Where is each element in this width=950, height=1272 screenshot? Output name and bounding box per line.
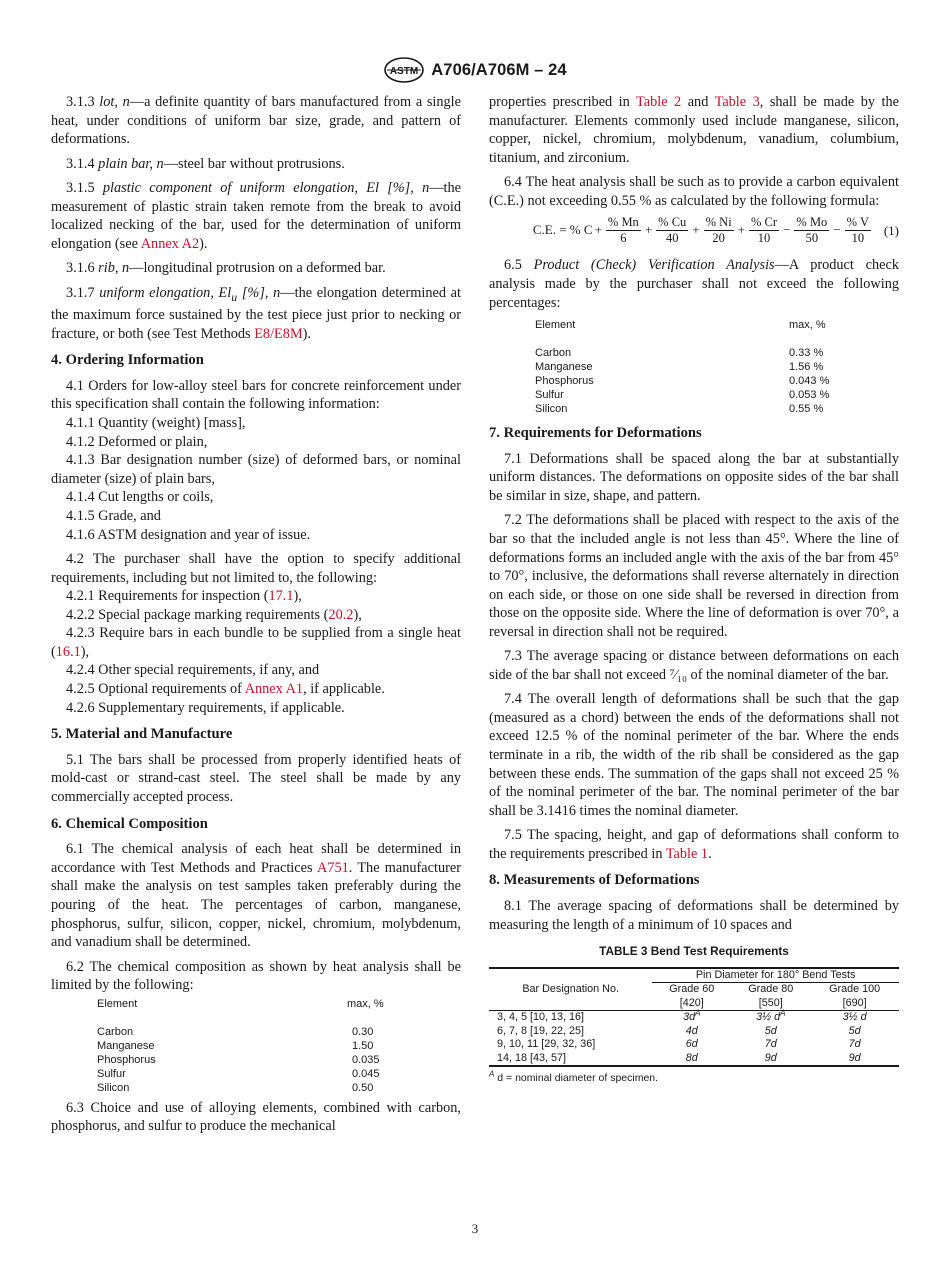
table-header: [489, 968, 899, 983]
link-annex-a1[interactable]: Annex A1: [244, 681, 304, 698]
para-7-1: 7.1 Deformations shall be spaced along the bar at substantially uniform distances. The deformations on opposite sides of the bar shall be similar in size, shape, and pattern.: [489, 450, 899, 504]
para-8-1: 8.1 The average spacing of deformations shall be determined by measuring the length of a minimum of 10 spaces and: [489, 897, 899, 933]
para-7-3: 7.3 The average spacing or distance between deformations on each side of the bar shall not exceed ⁷⁄₁₀ of the nominal diameter of the bar.: [489, 648, 899, 683]
table-row: Carbon 0.30: [97, 1025, 374, 1038]
table-row: Manganese 1.50: [97, 1039, 374, 1052]
page-header: [0, 57, 950, 83]
section-8-heading: 8. Measurements of Deformations: [489, 872, 700, 889]
bend-test-table: [489, 967, 899, 1068]
para-3-1-5: 3.1.5 plastic component of uniform elongation, El [%], n—the measurement of plastic strain taken remote from the break to avoid localized necking of the bar, used for the determination of uniform elongation (see Annex A2).: [51, 179, 461, 252]
table-row: Silicon 0.55 %: [535, 403, 824, 416]
column-group-header: Pin Diameter for 180° Bend Tests: [652, 968, 899, 983]
link-e8-e8m[interactable]: E8/E8M: [254, 325, 303, 342]
left-column: [51, 93, 461, 1142]
link-annex-a2[interactable]: Annex A2: [140, 235, 200, 252]
list-item: 4.1.5 Grade, and: [66, 507, 161, 524]
link-table-1[interactable]: Table 1: [665, 845, 709, 862]
list-item: 4.1.4 Cut lengths or coils,: [66, 489, 214, 506]
equation-number: (1): [883, 223, 899, 239]
column-header-grade-100: Grade 100: [829, 983, 881, 996]
section-7-heading: 7. Requirements for Deformations: [489, 425, 702, 442]
section-5-heading: 5. Material and Manufacture: [51, 726, 233, 743]
table-header: [420] [550] [690]: [489, 997, 899, 1011]
table-row: Manganese 1.56 %: [535, 361, 824, 374]
list-item: 4.2.3 Require bars in each bundle to be supplied from a single heat (16.1),: [51, 625, 461, 660]
para-6-5: 6.5 Product (Check) Verification Analysis—A product check analysis made by the purchaser shall not exceed the following percentages:: [489, 257, 899, 311]
para-7-4: 7.4 The overall length of deformations shall be such that the gap (measured as a chord) between the ends of the deformations shall not exceed 12.5 % of the nominal perimeter of the bar. Where the ends terminate in a rib, the width of the rib shall be considered as the gap between these ends. The summation of the gaps shall not exceed 25 % of the nominal perimeter of the bar. The nominal perimeter of the bar shall be 3.1416 times the nominal diameter.: [489, 691, 899, 819]
link-table-3[interactable]: Table 3: [714, 94, 760, 110]
astm-logo-icon: [383, 57, 425, 83]
table-row: Phosphorus 0.043 %: [535, 375, 830, 388]
para-3-1-6: 3.1.6 rib, n—longitudinal protrusion on a deformed bar.: [66, 260, 386, 277]
column-header-grade-80: Grade 80: [748, 983, 794, 996]
table-header: Element max, %: [535, 319, 826, 332]
table-row: 3, 4, 5 [10, 13, 16] $3d^A$ 3½ $d^A$ 3½ d: [497, 1008, 867, 1024]
table-row: Carbon 0.33 %: [535, 347, 824, 360]
column-header-bar: Bar Designation No.: [489, 968, 652, 1011]
table-3-title: TABLE 3 Bend Test Requirements: [599, 944, 789, 959]
para-5-1: 5.1 The bars shall be processed from properly identified heats of mold-cast or strand-cast steel. The steel shall be made by any commercially accepted process.: [51, 751, 461, 806]
column-header-grade-60: Grade 60: [669, 983, 715, 996]
table-row: 9, 10, 11 [29, 32, 36] 6d 7d 7d: [497, 1038, 861, 1051]
para-6-3-continued: properties prescribed in Table 2 and Table 3, shall be made by the manufacturer. Elements commonly used include manganese, silicon, copper, nickel, chromium, molybdenum, vanadium, columbium, titanium, and zirconium.: [489, 94, 899, 166]
section-6-heading: 6. Chemical Composition: [51, 815, 208, 832]
list-item: 4.1.1 Quantity (weight) [mass],: [66, 414, 246, 431]
table-row: 6, 7, 8 [19, 22, 25] 4d 5d 5d: [497, 1024, 861, 1037]
table-footnote: $^A$ d = nominal diameter of specimen.: [489, 1069, 659, 1085]
para-3-1-7: 3.1.7 uniform elongation, $El_u$ [%], n—the elongation determined at the maximum force sustained by the test piece just prior to necking or fracture, or both (see Test Methods E8/E8M).: [51, 284, 461, 342]
link-table-2[interactable]: Table 2: [636, 94, 682, 110]
table-row: Phosphorus 0.035: [97, 1053, 380, 1066]
list-item: 4.1.6 ASTM designation and year of issue.: [66, 526, 311, 543]
table-header: Element max, %: [97, 997, 384, 1010]
right-column: [489, 93, 899, 1088]
link-17-1[interactable]: 17.1: [268, 588, 294, 605]
para-4-2: 4.2 The purchaser shall have the option to specify additional requirements, including but not limited to, the following:: [51, 550, 461, 586]
table-row: Silicon 0.50: [97, 1081, 374, 1094]
list-item: 4.2.4 Other special requirements, if any, and: [66, 662, 320, 679]
para-7-5: 7.5 The spacing, height, and gap of deformations shall conform to the requirements prescribed in Table 1.: [489, 827, 899, 862]
table-row: Sulfur 0.053 %: [535, 389, 830, 402]
carbon-equivalent-formula: C.E. = % C + $\frac{\% Mn}{6}$ + $\frac{\% Cu}{40}$ + $\frac{\% Ni}{20}$ + $\frac{\% Cr}{10}$ − $\frac{\% Mo}{50}$ − $\frac{\% V}{10}$ (1): [532, 214, 899, 245]
list-item: 4.2.5 Optional requirements of Annex A1, if applicable.: [66, 681, 385, 698]
para-3-1-3: 3.1.3 lot, n—a definite quantity of bars manufactured from a single heat, under conditions of uniform bar size, grade, and pattern of deformations.: [51, 94, 461, 148]
link-a751[interactable]: A751: [316, 859, 349, 876]
document-designation: A706/A706M – 24: [431, 60, 567, 79]
para-4-1: 4.1 Orders for low-alloy steel bars for concrete reinforcement under this specification shall contain the following information:: [51, 377, 461, 413]
list-item: 4.2.1 Requirements for inspection (17.1),: [66, 588, 302, 605]
table-row: 14, 18 [43, 57] 8d 9d 9d: [489, 1052, 899, 1067]
list-item: 4.2.2 Special package marking requirements (20.2),: [66, 606, 362, 623]
page-number: 3: [471, 1221, 479, 1236]
list-item: 4.2.6 Supplementary requirements, if applicable.: [66, 699, 345, 716]
para-6-2: 6.2 The chemical composition as shown by heat analysis shall be limited by the following:: [51, 958, 461, 994]
heat-analysis-table: [51, 997, 461, 1095]
section-4-heading: 4. Ordering Information: [51, 352, 204, 369]
table-row: Sulfur 0.045: [97, 1067, 380, 1080]
para-6-4: 6.4 The heat analysis shall be such as to provide a carbon equivalent (C.E.) not exceeding 0.55 % as calculated by the following formula:: [489, 174, 899, 209]
link-20-2[interactable]: 20.2: [328, 606, 354, 623]
logo-text: ASTM: [390, 66, 419, 77]
link-16-1[interactable]: 16.1: [55, 643, 81, 660]
para-3-1-4: 3.1.4 plain bar, n—steel bar without protrusions.: [66, 155, 345, 172]
product-analysis-table: [489, 318, 899, 416]
para-6-3: 6.3 Choice and use of alloying elements, combined with carbon, phosphorus, and sulfur to produce the mechanical: [51, 1099, 461, 1135]
para-6-1: 6.1 The chemical analysis of each heat shall be determined in accordance with Test Methods and Practices A751. The manufacturer shall make the analysis on test samples taken preferably during the pouring of the heat. The percentages of carbon, manganese, phosphorus, sulfur, silicon, copper, nickel, chromium, molybdenum, and vanadium shall be determined.: [51, 841, 461, 951]
para-7-2: 7.2 The deformations shall be placed with respect to the axis of the bar so that the included angle is not less than 45°. Where the line of deformations forms an included angle with the axis of the bar from 45° to 70°, inclusive, the deformations shall reverse alternately in direction on each side, or those on one side shall be reversed in direction from those on the opposite side. Where the line of deformation is over 70°, a reversal in direction shall not be required.: [489, 512, 899, 640]
list-item: 4.1.2 Deformed or plain,: [66, 433, 208, 450]
list-item: 4.1.3 Bar designation number (size) of deformed bars, or nominal diameter (size) of plain bars,: [51, 452, 461, 487]
